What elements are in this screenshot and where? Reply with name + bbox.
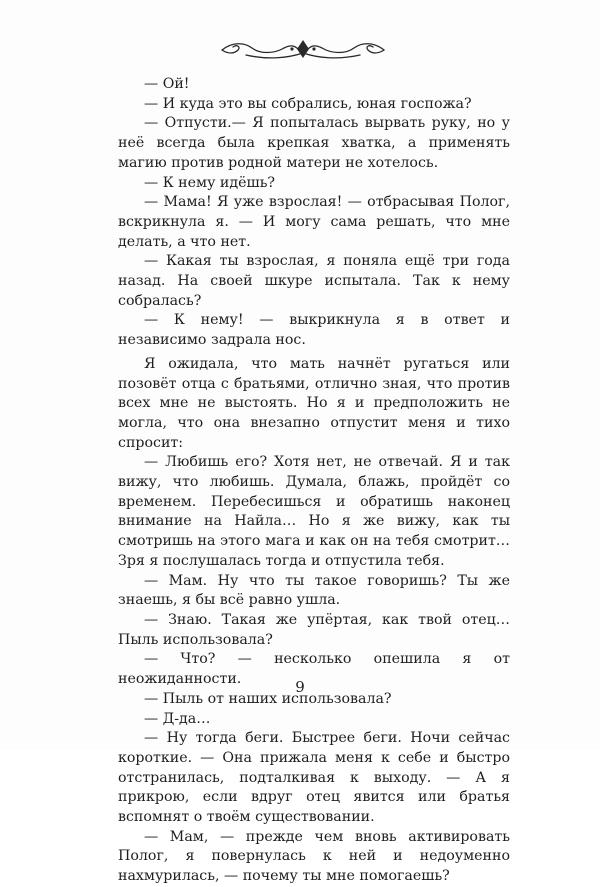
page-number: 9	[295, 678, 305, 696]
paragraph: — Мама! Я уже взрослая! — отбрасывая Полог, вскрикнула я. — И могу сама решать, что мне делать, а что нет.	[118, 194, 510, 250]
paragraph: — Ой!	[144, 76, 190, 92]
paragraph: — Пыль от наших использовала?	[144, 690, 392, 707]
body-text	[118, 75, 510, 887]
paragraph: — Что? — несколько опешила я от неожиданности.	[118, 651, 510, 688]
paragraph: — К нему! — выкрикнула я в ответ и независимо задрала нос.	[118, 312, 510, 349]
paragraph: — Знаю. Такая же упёртая, как твой отец… Пыль использовала?	[118, 611, 510, 648]
paragraph: — Какая ты взрослая, я поняла ещё три года назад. На своей шкуре испытала. Так к нему собралась?	[118, 253, 510, 309]
paragraph: Я ожидала, что мать начнёт ругаться или позовёт отца с братьями, отлично зная, что против всех мне не выстоять. Но я и предположить не могла, что она внезапно отпустит меня и тихо спросит:	[118, 355, 510, 451]
paragraph: — Любишь его? Хотя нет, не отвечай. Я и так вижу, что любишь. Думала, блажь, пройдёт со временем. Перебесишься и обратишь наконец внимание на Найла… Но я же вижу, как ты смотришь на этого мага и как он на тебя смотрит… Зря я послушалась тогда и отпустила тебя.	[118, 454, 510, 569]
paragraph: — Мам, — прежде чем вновь активировать Полог, я повернулась к ней и недоуменно нахмурилась, — почему ты мне помогаешь?	[118, 828, 510, 885]
paragraph: — И куда это вы собрались, юная госпожа?	[144, 95, 472, 112]
scroll-flourish-icon	[218, 36, 388, 62]
paragraph: — К нему идёшь?	[144, 174, 276, 191]
paragraph: — Мам. Ну что ты такое говоришь? Ты же знаешь, я бы всё равно ушла.	[118, 572, 510, 609]
paragraph: — Д-да…	[144, 710, 211, 727]
paragraph: — Ну тогда беги. Быстрее беги. Ночи сейчас короткие. — Она прижала меня к себе и быстро отстранилась, подталкивая к выходу. — А я прикрою, если вдруг отец явится или братья вспомнят о твоём существовании.	[118, 730, 510, 826]
paragraph: — Отпусти.— Я попыталась вырвать руку, но у неё всегда была крепкая хватка, а применять магию против родной матери не хотелось.	[118, 115, 510, 171]
